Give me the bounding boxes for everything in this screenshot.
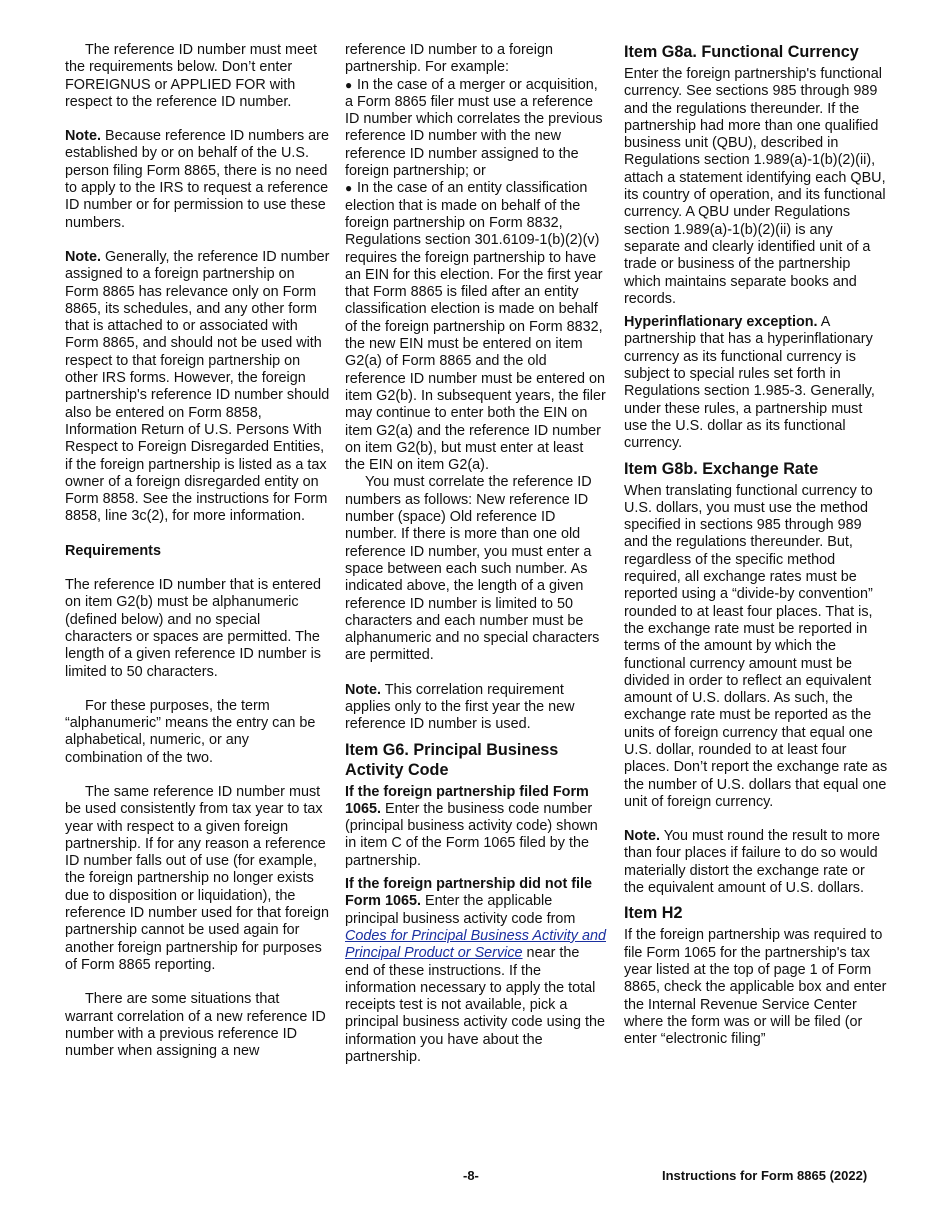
- run-in-heading: If the foreign partnership filed Form 1065.: [345, 783, 589, 817]
- codes-link[interactable]: Codes for Principal Business Activity and Principal Product or Service: [345, 927, 607, 962]
- bullet-icon: ●: [345, 77, 353, 92]
- paragraph: If the foreign partnership was required to file Form 1065 for the partnership's tax year listed at the top of page 1 of Form 8865, check the applicable box and enter the Internal Revenue Service Center where the form was or will be filed (or enter “electronic filing”: [624, 927, 887, 1048]
- bullet-item: ● In the case of an entity classification election that is made on behalf of the foreign partnership on Form 8832, Regulations section 301.6109-1(b)(2)(v) requires the foreign partnership to have an EIN for this election. For the first year that Form 8865 is filed after an entity classification election is made on behalf of the foreign partnership on Form 8832, the new EIN must be entered on item G2(a) of Form 8865 and the old reference ID number must be entered on item G2(b). In subsequent years, the filer may continue to enter both the EIN on item G2(a) and the reference ID number on item G2(b), but must enter at least the EIN on item G2(a).: [345, 180, 606, 474]
- paragraph: The same reference ID number must be used consistently from tax year to tax year with respect to a given foreign partnership. If for any reason a reference ID number falls out of use (for example, the foreign partnership no longer exists due to disposition or liquidation), the reference ID number used for that foreign partnership cannot be used again for another foreign partnership for purposes of Form 8865 reporting.: [65, 783, 329, 973]
- column-1: [65, 42, 330, 1060]
- column-2: [345, 42, 607, 1066]
- note-label: Note.: [624, 828, 660, 845]
- note-paragraph: [624, 828, 888, 897]
- note-paragraph: [345, 682, 607, 734]
- section-heading-h2: Item H2: [624, 904, 683, 923]
- bullet-icon: ●: [345, 181, 353, 196]
- note-label: Note.: [345, 681, 381, 698]
- bullet-item: ● In the case of a merger or acquisition, a Form 8865 filer must use a reference ID number which correlates the previous reference ID number with the new reference ID number assigned to the foreign partnership; or: [345, 76, 603, 180]
- section-heading-g8b: Item G8b. Exchange Rate: [624, 459, 819, 478]
- page-number: -8-: [463, 1168, 479, 1183]
- paragraph: You must correlate the reference ID numbers as follows: New reference ID number (space) Old reference ID number. If there is more than one old reference ID number, you must enter a space between each such number. As indicated above, the length of a given reference ID number is limited to 50 characters and each number must be alphanumeric and no special characters are permitted.: [345, 474, 600, 664]
- note-text: Because reference ID numbers are established by or on behalf of the U.S. person filing Form 8865, there is no need to apply to the IRS to request a reference ID number or for permission to use these numbers.: [65, 128, 329, 231]
- paragraph: When translating functional currency to U.S. dollars, you must use the method specified in sections 985 through 989 and the regulations thereunder. But, regardless of the specific method required, all exchange rates must be reported using a “divide-by convention” rounded to at least four places. That is, the exchange rate must be reported in terms of the amount by which the functional currency amount must be divided in order to reflect an equivalent amount of U.S. dollars. As such, the exchange rate must be reported as the units of foreign currency that equal one U.S. dollar, rounded to at least four places. Don’t report the exchange rate as the number of U.S. dollars that equal one unit of foreign currency.: [624, 482, 888, 810]
- paragraph: If the foreign partnership did not file Form 1065. Enter the applicable principal business activity code from Codes for Principal Business Activity and Principal Product or Service near the end of these instructions. If the information necessary to apply the total receipts test is not available, pick a principal business activity code using the information you have about the partnership.: [345, 876, 607, 1066]
- note-text: Generally, the reference ID number assigned to a foreign partnership on Form 8865 has relevance only on Form 8865, its schedules, and any other form that is attached to or associated with Form 8865, and should not be used with respect to that foreign partnership on other IRS forms. However, the foreign partnership's reference ID number should also be entered on Form 8858, Information Return of U.S. Persons With Respect to Foreign Disregarded Entities, if the foreign partnership is listed as a tax owner of a foreign disregarded entity on Form 8858. See the instructions for Form 8858, line 3c(2), for more information.: [65, 248, 330, 525]
- paragraph: reference ID number to a foreign partnership. For example:: [345, 42, 553, 76]
- paragraph: If the foreign partnership filed Form 1065. Enter the business code number (principal business activity code) shown in item C of the Form 1065 filed by the partnership.: [345, 783, 598, 869]
- run-in-heading: If the foreign partnership did not file Form 1065.: [345, 876, 593, 910]
- note-text: This correlation requirement applies only to the first year the new reference ID number is used.: [345, 681, 575, 733]
- paragraph: Enter the foreign partnership's functional currency. See sections 985 through 989 and the regulations thereunder. If the partnership had more than one qualified business unit (QBU), described in Regulations section 1.989(a)-1(b)(2)(ii), attach a statement identifying each QBU, its country of operation, and its functional currency. A QBU under Regulations section 1.989(a)-1(b)(2)(ii) is any separate and clearly identified unit of a trade or business of the partnership which maintains separate books and records.: [624, 66, 886, 307]
- paragraph: The reference ID number that is entered on item G2(b) must be alphanumeric (defined below) and no special characters or spaces are permitted. The length of a given reference ID number is limited to 50 characters.: [65, 577, 321, 680]
- paragraph: For these purposes, the term “alphanumeric” means the entry can be alphabetical, numeric, or any combination of the two.: [65, 697, 316, 766]
- note-label: Note.: [65, 128, 101, 145]
- note-paragraph: [65, 249, 330, 526]
- run-in-heading: Hyperinflationary exception.: [624, 314, 818, 331]
- requirements-heading: Requirements: [65, 542, 161, 559]
- paragraph: There are some situations that warrant correlation of a new reference ID number with a previous reference ID number when assigning a new: [65, 991, 326, 1060]
- column-3: [624, 42, 888, 1048]
- note-text: You must round the result to more than four places if failure to do so would materially distort the exchange rate or the equivalent amount of U.S. dollars.: [624, 828, 880, 897]
- section-heading-g6: Item G6. Principal Business Activity Code: [345, 740, 559, 779]
- section-heading-g8a: Item G8a. Functional Currency: [624, 43, 859, 61]
- paragraph: Hyperinflationary exception. A partnership that has a hyperinflationary currency as its functional currency is subject to special rules set forth in Regulations section 1.985-3. Generally, under these rules, a partnership must use the U.S. dollar as its functional currency.: [624, 314, 875, 452]
- document-title: Instructions for Form 8865 (2022): [662, 1168, 868, 1183]
- note-paragraph: [65, 128, 330, 232]
- paragraph: The reference ID number must meet the requirements below. Don’t enter FOREIGNUS or APPLIED FOR with respect to the reference ID number.: [65, 42, 317, 110]
- note-label: Note.: [65, 248, 101, 265]
